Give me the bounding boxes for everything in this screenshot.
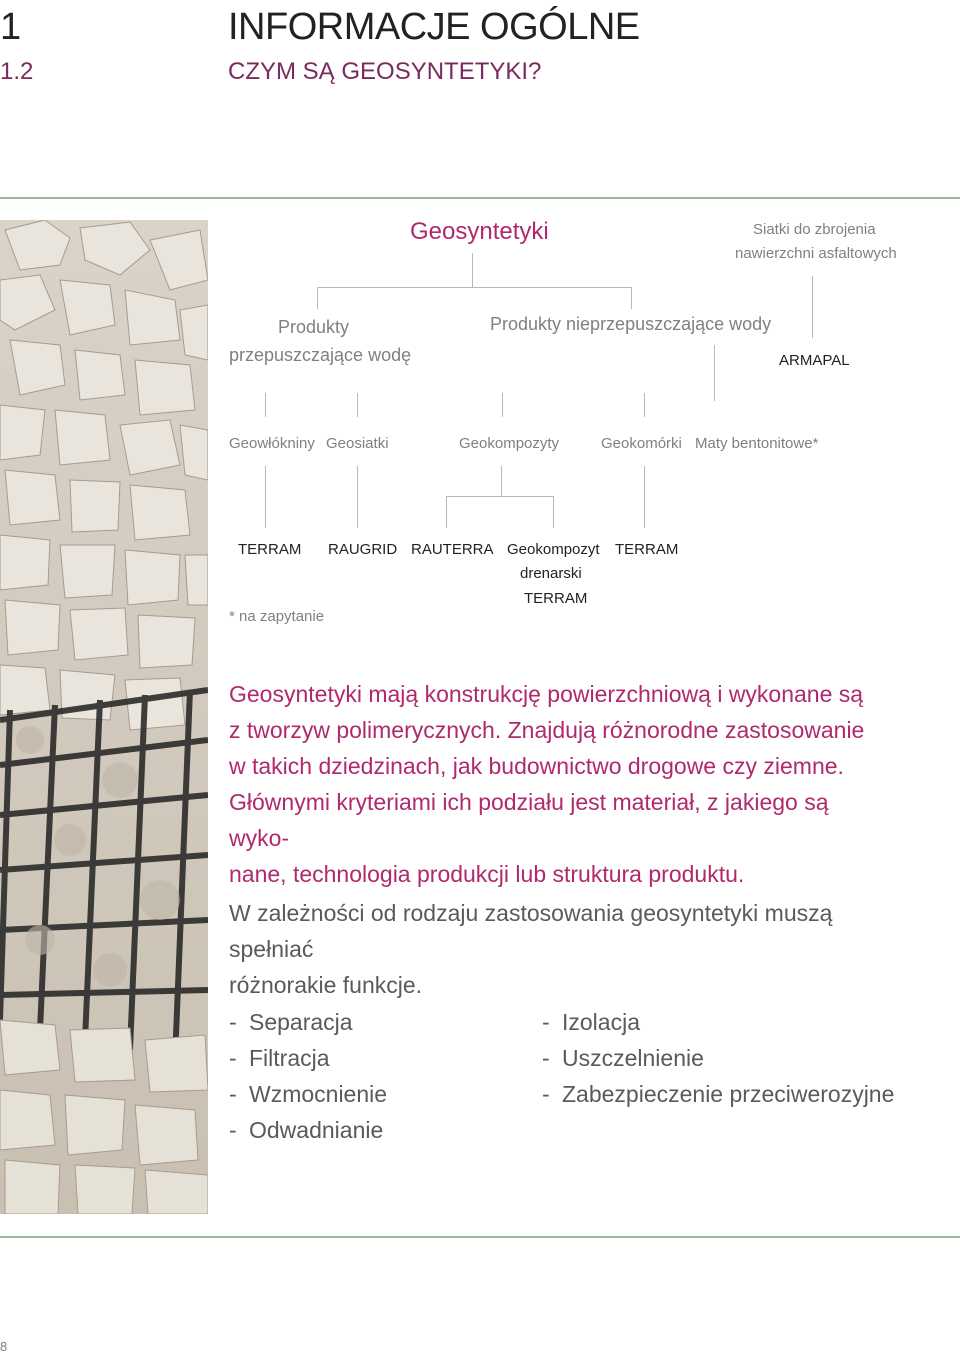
product-terram-2: TERRAM: [615, 541, 679, 558]
top-divider: [0, 197, 960, 199]
armapal-label: ARMAPAL: [779, 352, 850, 369]
category-geowlokniny: Geowłókniny: [229, 435, 315, 452]
product-terram-1: TERRAM: [238, 541, 302, 558]
list-item: - Wzmocnienie: [229, 1076, 387, 1112]
category-geosiatki: Geosiatki: [326, 435, 389, 452]
section-number: 1.2: [0, 58, 34, 85]
bullet-dash: -: [229, 1009, 237, 1035]
bottom-divider: [0, 1236, 960, 1238]
category-geokomorki: Geokomórki: [601, 435, 682, 452]
gravel-geogrid-photo: [0, 220, 208, 1214]
footnote: * na zapytanie: [229, 608, 325, 625]
branch-permeable-line-2: przepuszczające wodę: [229, 345, 412, 365]
list-item: - Izolacja: [542, 1004, 894, 1040]
intro-line: w takich dziedzinach, jak budownictwo drogowe czy ziemne.: [229, 753, 844, 779]
list-item: - Separacja: [229, 1004, 387, 1040]
functions-intro: [229, 895, 909, 1003]
chapter-title: INFORMACJE OGÓLNE: [228, 6, 640, 48]
photo-illustration: [0, 220, 208, 1214]
product-raugrid: RAUGRID: [328, 541, 398, 558]
bullet-dash: -: [229, 1117, 237, 1143]
side-note-line-1: Siatki do zbrojenia: [753, 221, 876, 238]
page-number: 8: [0, 1339, 8, 1354]
list-item: - Filtracja: [229, 1040, 387, 1076]
section-title: CZYM SĄ GEOSYNTETYKI?: [228, 58, 542, 85]
side-note-line-2: nawierzchni asfaltowych: [735, 245, 897, 262]
chapter-number: 1: [0, 6, 22, 48]
product-geokompozyt-line-2: drenarski: [520, 565, 582, 582]
list-item: - Uszczelnienie: [542, 1040, 894, 1076]
category-maty-bentonitowe: Maty bentonitowe*: [695, 435, 819, 452]
product-geokompozyt-line-3: TERRAM: [524, 590, 588, 607]
bullet-dash: -: [542, 1045, 550, 1071]
bullet-dash: -: [542, 1081, 550, 1107]
list-item: - Zabezpieczenie przeciwerozyjne: [542, 1076, 894, 1112]
functions-list-left: [229, 1004, 387, 1148]
diagram-root: Geosyntetyki: [410, 218, 549, 245]
list-item: - Odwadnianie: [229, 1112, 387, 1148]
product-geokompozyt-line-1: Geokompozyt: [507, 541, 600, 558]
bullet-dash: -: [542, 1009, 550, 1035]
branch-permeable-line-1: Produkty: [278, 317, 350, 337]
category-geokompozyty: Geokompozyty: [459, 435, 560, 452]
bullet-dash: -: [229, 1081, 237, 1107]
intro-line: Głównymi kryteriami ich podziału jest materiał, z jakiego są wyko-: [229, 789, 829, 851]
functions-list-right: [542, 1004, 894, 1112]
intro-line: Geosyntetyki mają konstrukcję powierzchniową i wykonane są: [229, 681, 864, 707]
intro-paragraph: [229, 676, 889, 892]
product-rauterra: RAUTERRA: [411, 541, 494, 558]
intro-line: nane, technologia produkcji lub struktura produktu.: [229, 861, 745, 887]
bullet-dash: -: [229, 1045, 237, 1071]
functions-intro-line: W zależności od rodzaju zastosowania geosyntetyki muszą spełniać: [229, 900, 833, 962]
branch-impermeable: Produkty nieprzepuszczające wody: [490, 314, 772, 334]
intro-line: z tworzyw polimerycznych. Znajdują różnorodne zastosowanie: [229, 717, 865, 743]
functions-intro-line: różnorakie funkcje.: [229, 972, 423, 998]
